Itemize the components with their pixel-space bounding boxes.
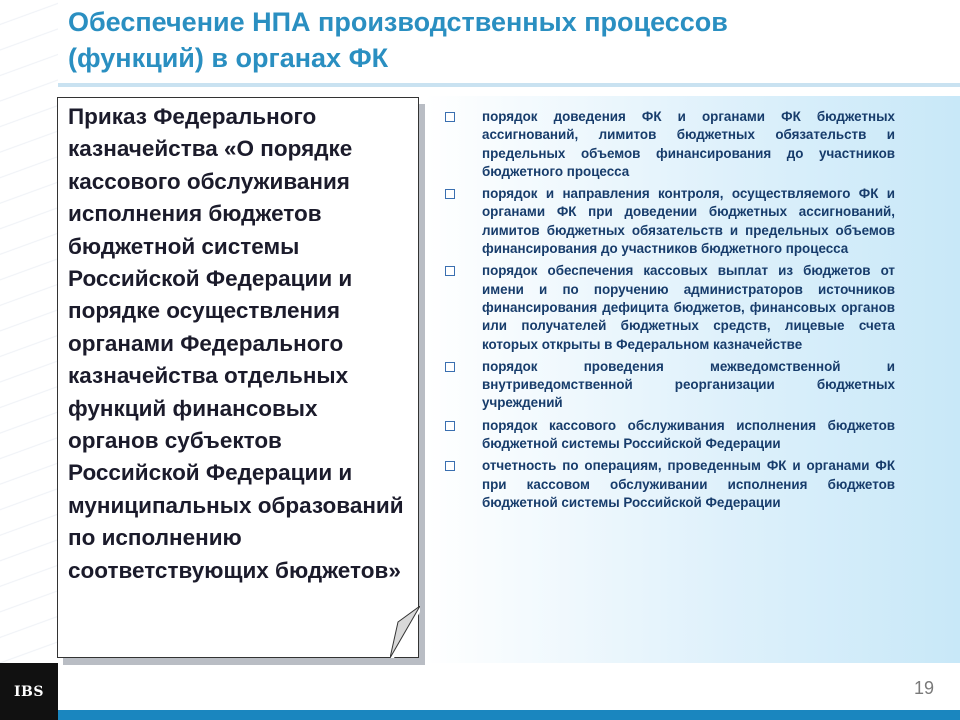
bullet-list [440, 108, 895, 516]
hollow-square-bullet-icon [445, 189, 455, 199]
hollow-square-bullet-icon [445, 421, 455, 431]
bullet-item [440, 185, 895, 258]
bullet-item [440, 262, 895, 353]
slide-title [68, 4, 938, 76]
document-card [57, 97, 419, 658]
bullet-text: порядок кассового обслуживания исполнения бюджетов бюджетной системы Российской Федерации [482, 417, 895, 452]
bullet-text: отчетность по операциям, проведенным ФК и органами ФК при кассовом обслуживании исполнения бюджетов бюджетной системы Российской Федерации [482, 458, 895, 510]
bullet-item [440, 358, 895, 413]
bullet-text: порядок проведения межведомственной и внутриведомственной реорганизации бюджетных учреждений [482, 358, 895, 411]
left-decorative-strip [0, 0, 58, 720]
title-divider [58, 83, 960, 87]
page-number: 19 [913, 678, 934, 698]
hollow-square-bullet-icon [445, 362, 455, 372]
slide-title-line-1: Обеспечение НПА производственных процессов [68, 7, 728, 37]
bullet-text: порядок доведения ФК и органами ФК бюджетных ассигнований, лимитов бюджетных обязательств и предельных объемов финансирования до участников бюджетного процесса [482, 109, 895, 179]
footer-bar [58, 710, 960, 720]
bullet-text: порядок и направления контроля, осуществляемого ФК и органами ФК при доведении бюджетных ассигнований, лимитов бюджетных обязательств и предельных объемов финансирования до участников бюджетного процесса [482, 186, 895, 257]
hollow-square-bullet-icon [445, 266, 455, 276]
bullet-item [440, 108, 895, 181]
page-curl-icon [390, 606, 420, 658]
slide-title-line-2: (функций) в органах ФК [68, 43, 389, 73]
bullet-text: порядок обеспечения кассовых выплат из бюджетов от имени и по поручению администраторов источников финансирования дефицита бюджетов, финансовых органов или получателей бюджетных средств, лицевые счета которых открыты в Федеральном казначействе [482, 263, 895, 352]
bullet-item [440, 417, 895, 454]
hollow-square-bullet-icon [445, 461, 455, 471]
logo-text: IBS [14, 683, 44, 700]
document-title-text: Приказ Федерального казначейства «О порядке кассового обслуживания исполнения бюджетов бюджетной системы Российской Федерации и порядке осуществления органами Федерального казначейства отдельных функций финансовых органов субъектов Российской Федерации и муниципальных образований по исполнению соответствующих бюджетов» [68, 104, 404, 583]
hollow-square-bullet-icon [445, 112, 455, 122]
ibs-logo [0, 663, 58, 720]
bullet-item [440, 457, 895, 512]
